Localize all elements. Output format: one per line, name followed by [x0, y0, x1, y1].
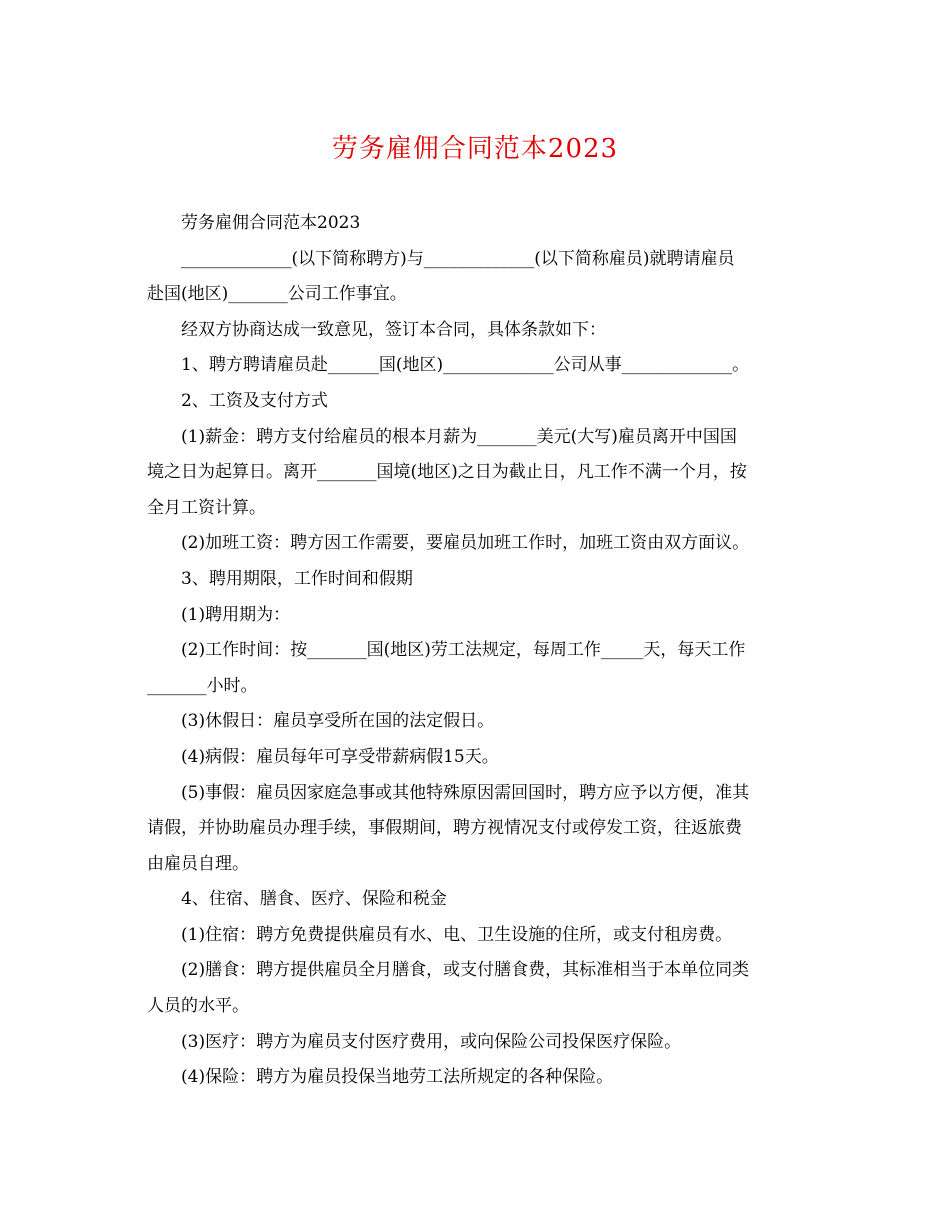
paragraph [147, 313, 803, 349]
paragraph-line: (2)工作时间：按_______国(地区)劳工法规定，每周工作_____天，每天工作 [181, 640, 746, 661]
paragraph [147, 1025, 803, 1061]
paragraph-line: 境之日为起算日。离开_______国境(地区)之日为截止日，凡工作不满一个月，按 [147, 462, 747, 483]
paragraph [147, 704, 803, 740]
paragraph [147, 953, 803, 1024]
paragraph-line: (4)病假：雇员每年可享受带薪病假15天。 [181, 746, 499, 767]
paragraph-line: 2、工资及支付方式 [181, 390, 328, 411]
document-body [147, 206, 803, 1096]
paragraph [147, 348, 803, 384]
paragraph [147, 562, 803, 598]
paragraph [147, 206, 803, 242]
paragraph [147, 598, 803, 634]
paragraph-line: (1)住宿：聘方免费提供雇员有水、电、卫生设施的住所，或支付租房费。 [181, 924, 733, 945]
paragraph [147, 776, 803, 883]
paragraph-line: 赴国(地区)_______公司工作事宜。 [147, 284, 407, 305]
paragraph [147, 384, 803, 420]
paragraph [147, 420, 803, 527]
paragraph-line: _____________(以下简称聘方)与_____________(以下简称雇员)就聘请雇员 [181, 248, 735, 269]
paragraph-line: (2)加班工资：聘方因工作需要，要雇员加班工作时，加班工资由双方面议。 [181, 533, 750, 554]
document-title: 劳务雇佣合同范本2023 [331, 134, 619, 164]
paragraph [147, 918, 803, 954]
paragraph [147, 526, 803, 562]
paragraph-line: 劳务雇佣合同范本2023 [181, 213, 361, 233]
paragraph-line: (1)聘用期为： [181, 604, 291, 625]
paragraph [147, 242, 803, 313]
paragraph-line: 4、住宿、膳食、医疗、保险和税金 [181, 889, 447, 910]
paragraph-line: (2)膳食：聘方提供雇员全月膳食，或支付膳食费，其标准相当于本单位同类 [181, 960, 750, 981]
paragraph [147, 1060, 803, 1096]
paragraph-line: 1、聘方聘请雇员赴______国(地区)_____________公司从事_____________。 [181, 355, 750, 376]
paragraph-line: 经双方协商达成一致意见，签订本合同，具体条款如下： [181, 319, 606, 340]
paragraph-line: 全月工资计算。 [147, 497, 266, 518]
paragraph-line: (1)薪金：聘方支付给雇员的根本月薪为_______美元(大写)雇员离开中国国 [181, 426, 737, 447]
paragraph-line: (4)保险：聘方为雇员投保当地劳工法所规定的各种保险。 [181, 1067, 614, 1088]
paragraph-line: 人员的水平。 [147, 996, 249, 1017]
paragraph-line: 由雇员自理。 [147, 853, 249, 874]
paragraph [147, 882, 803, 918]
paragraph [147, 740, 803, 776]
paragraph-line: (5)事假：雇员因家庭急事或其他特殊原因需回国时，聘方应予以方便，准其 [181, 782, 750, 803]
paragraph-line: 请假，并协助雇员办理手续，事假期间，聘方视情况支付或停发工资，往返旅费 [147, 818, 742, 839]
paragraph [147, 633, 803, 704]
paragraph-line: (3)休假日：雇员享受所在国的法定假日。 [181, 711, 495, 732]
paragraph-line: (3)医疗：聘方为雇员支付医疗费用，或向保险公司投保医疗保险。 [181, 1031, 682, 1052]
paragraph-line: _______小时。 [147, 675, 258, 696]
paragraph-line: 3、聘用期限，工作时间和假期 [181, 568, 413, 589]
